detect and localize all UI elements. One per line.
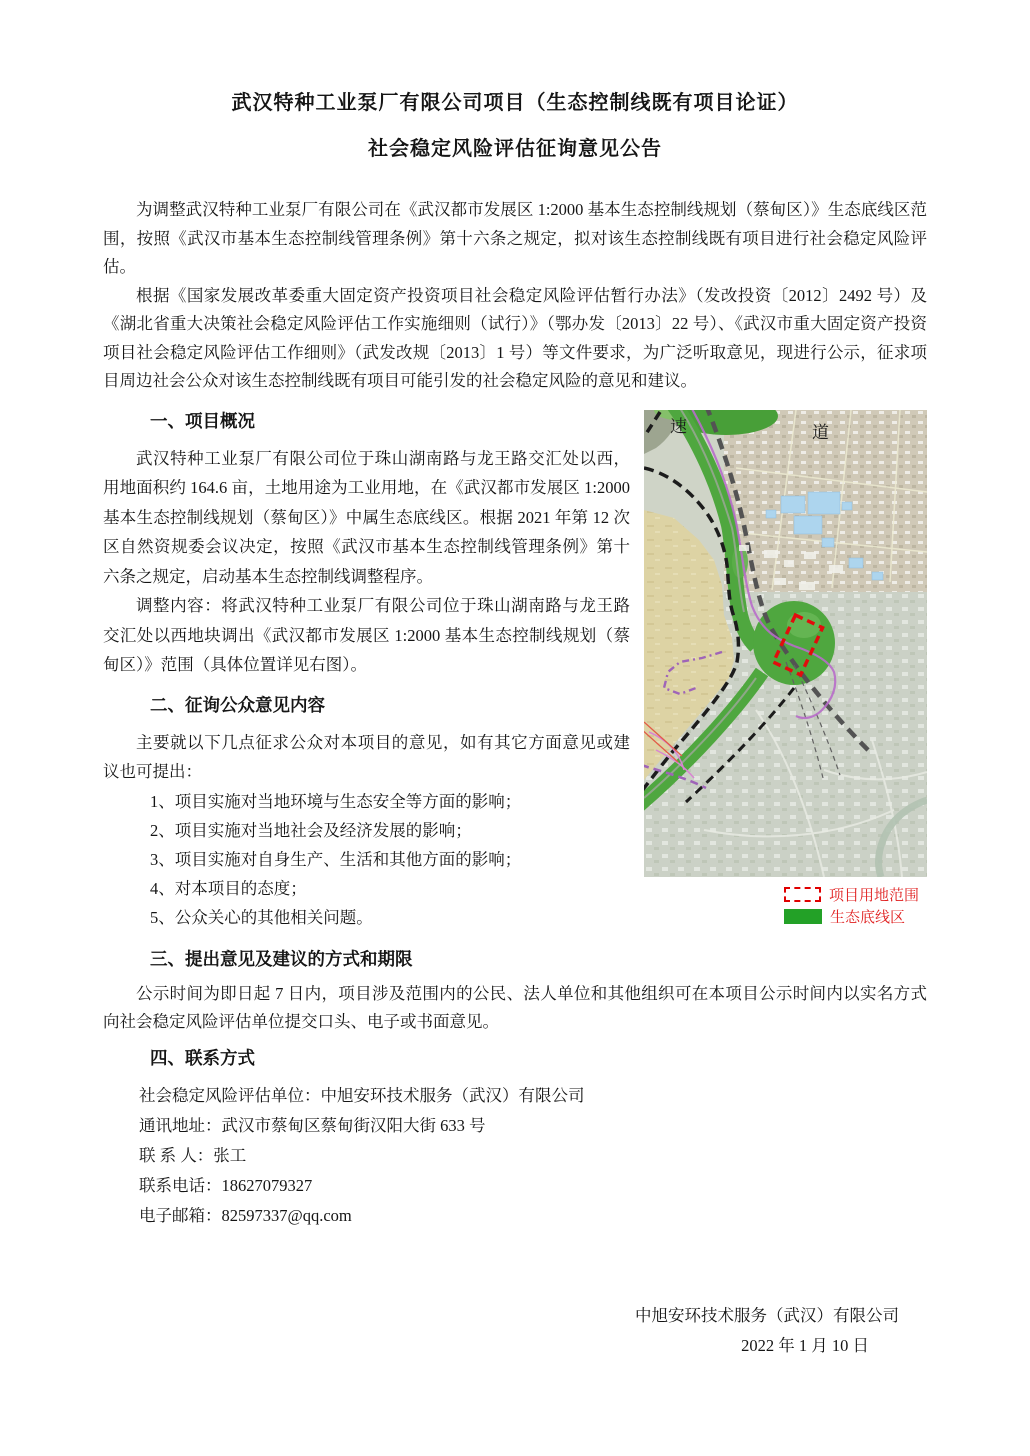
map-legend bbox=[644, 884, 927, 928]
signature-company: 中旭安环技术服务（武汉）有限公司 bbox=[635, 1305, 899, 1325]
project-location-map bbox=[644, 410, 927, 928]
legend-project-site-label: 项目用地范围 bbox=[829, 888, 920, 904]
section-4-heading: 四、联系方式 bbox=[150, 1047, 255, 1068]
contact-email-line: 电子邮箱：82597337@qq.com bbox=[139, 1205, 352, 1225]
section-2-paragraph: 主要就以下几点征求公众对本项目的意见，如有其它方面意见或建议也可提出： bbox=[103, 732, 630, 781]
map-road-label-left: 速 bbox=[670, 416, 687, 436]
intro-paragraph-2: 根据《国家发展改革委重大固定资产投资项目社会稳定风险评估暂行办法》（发改投资〔2012〕2492 号）及《湖北省重大决策社会稳定风险评估工作实施细则（试行）》（鄂办发〔2013〕22 号）、《武汉市重大固定资产投资项目社会稳定风险评估工作细则》（武发改规〔2013〕1 号）等文件要求，为广泛听取意见，现进行公示，征求项目周边社会公众对该生态控制线既有项目可能引发的社会稳定风险的意见和建议。 bbox=[103, 285, 927, 390]
section-1-paragraph-1: 武汉特种工业泵厂有限公司位于珠山湖南路与龙王路交汇处以西，用地面积约 164.6 亩，土地用途为工业用地，在《武汉都市发展区 1:2000 基本生态控制线规划（蔡甸区）》中属生态底线区。根据 2021 年第 12 次区自然资规委会议决定，按照《武汉市基本生态控制线管理条例》第十六条之规定，启动基本生态控制线调整程序。 bbox=[103, 448, 630, 586]
contact-block bbox=[103, 1081, 927, 1231]
signature-block bbox=[103, 1301, 927, 1361]
contact-unit-line: 社会稳定风险评估单位：中旭安环技术服务（武汉）有限公司 bbox=[139, 1085, 585, 1105]
project-site-swatch-icon bbox=[784, 887, 821, 902]
section-3-heading: 三、提出意见及建议的方式和期限 bbox=[150, 948, 413, 969]
opinion-item-1: 1、项目实施对当地环境与生态安全等方面的影响； bbox=[150, 791, 522, 811]
legend-project-site-row bbox=[784, 884, 927, 906]
map-road-label-right: 道 bbox=[812, 422, 829, 442]
document-subtitle: 社会稳定风险评估征询意见公告 bbox=[368, 138, 662, 160]
signature-date: 2022 年 1 月 10 日 bbox=[741, 1335, 869, 1355]
ecological-zone-swatch-icon bbox=[784, 909, 822, 924]
intro-paragraph-1: 为调整武汉特种工业泵厂有限公司在《武汉都市发展区 1:2000 基本生态控制线规划（蔡甸区）》生态底线区范围，按照《武汉市基本生态控制线管理条例》第十六条之规定，拟对该生态控制线既有项目进行社会稳定风险评估。 bbox=[103, 200, 927, 276]
contact-phone-line: 联系电话：18627079327 bbox=[139, 1175, 313, 1195]
contact-person-line: 联 系 人：张工 bbox=[139, 1145, 247, 1165]
legend-ecological-row bbox=[784, 906, 927, 928]
document-title: 武汉特种工业泵厂有限公司项目（生态控制线既有项目论证） bbox=[231, 92, 799, 114]
opinion-item-5: 5、公众关心的其他相关问题。 bbox=[150, 907, 373, 927]
opinion-item-2: 2、项目实施对当地社会及经济发展的影响； bbox=[150, 820, 472, 840]
document-body bbox=[103, 410, 927, 1231]
section-1-heading: 一、项目概况 bbox=[150, 410, 255, 431]
map-image bbox=[644, 410, 927, 877]
opinion-item-4: 4、对本项目的态度； bbox=[150, 878, 307, 898]
section-3-paragraph: 公示时间为即日起 7 日内，项目涉及范围内的公民、法人单位和其他组织可在本项目公示时间内以实名方式向社会稳定风险评估单位提交口头、电子或书面意见。 bbox=[103, 983, 927, 1031]
opinion-item-3: 3、项目实施对自身生产、生活和其他方面的影响； bbox=[150, 849, 522, 869]
section-2-heading: 二、征询公众意见内容 bbox=[150, 694, 325, 715]
section-1-paragraph-2: 调整内容：将武汉特种工业泵厂有限公司位于珠山湖南路与龙王路交汇处以西地块调出《武汉都市发展区 1:2000 基本生态控制线规划（蔡甸区）》范围（具体位置详见右图）。 bbox=[103, 596, 630, 674]
legend-ecological-label: 生态底线区 bbox=[830, 910, 906, 926]
contact-address-line: 通讯地址：武汉市蔡甸区蔡甸街汉阳大街 633 号 bbox=[139, 1115, 486, 1135]
